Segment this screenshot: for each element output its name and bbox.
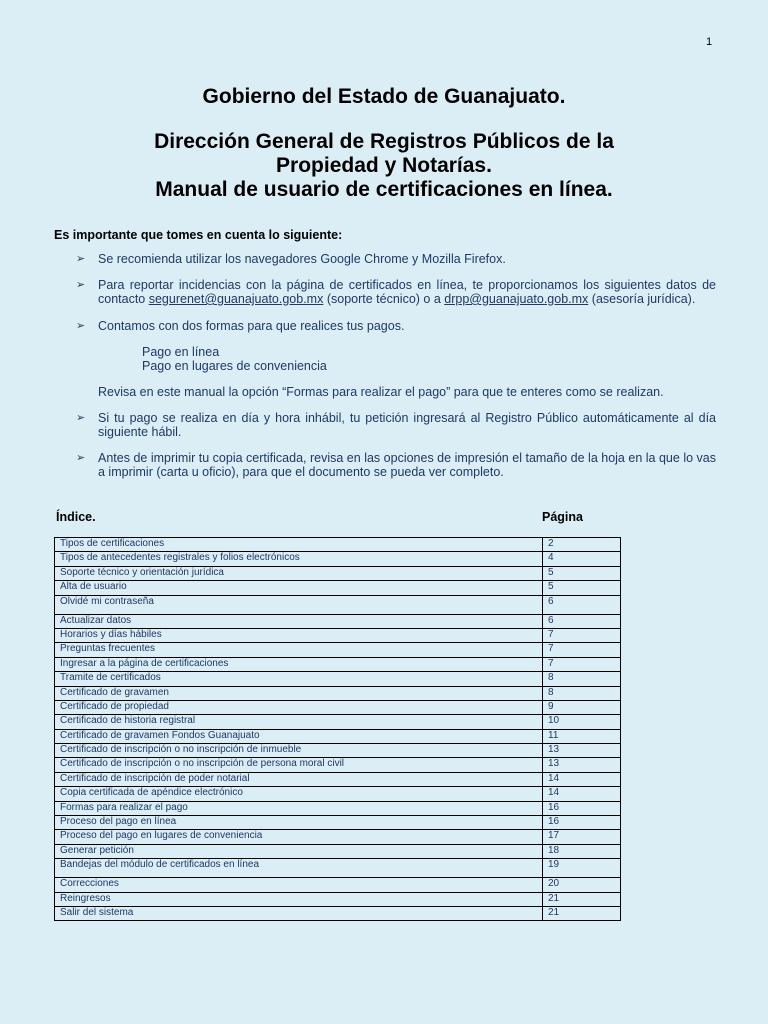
payment-option-online: Pago en línea — [142, 345, 220, 359]
index-row-title: Reingresos — [55, 892, 543, 906]
index-row-page: 11 — [543, 729, 621, 743]
index-row — [55, 700, 621, 714]
index-row-page: 21 — [543, 906, 621, 920]
government-title: Gobierno del Estado de Guanajuato. — [202, 85, 566, 108]
note-non-working-day — [76, 411, 716, 439]
index-row-page: 10 — [543, 715, 621, 729]
index-row-title: Certificado de historia registral — [55, 715, 543, 729]
arrow-bullet-icon: ➢ — [76, 253, 86, 265]
note-contact-text: Para reportar incidencias con la página de certificados en línea, te proporcionamos los siguientes datos de contacto — [98, 278, 716, 306]
index-row-title: Certificado de inscripción o no inscripción de inmueble — [55, 744, 543, 758]
index-row-title: Soporte técnico y orientación jurídica — [55, 566, 543, 580]
index-row — [55, 859, 621, 878]
index-row-page: 2 — [543, 538, 621, 552]
index-row-title: Tramite de certificados — [55, 672, 543, 686]
intro-text: Es importante que tomes en cuenta lo siguiente: — [54, 228, 343, 242]
note-non-working-day-text: Si tu pago se realiza en día y hora inhábil, tu petición ingresará al Registro Público automáticamente al día siguiente hábil. — [98, 411, 716, 439]
index-header — [56, 510, 596, 524]
index-row — [55, 744, 621, 758]
manual-title-line-2: Propiedad y Notarías. — [276, 154, 492, 177]
index-row-page: 19 — [543, 859, 621, 878]
index-row — [55, 892, 621, 906]
payment-option-convenience: Pago en lugares de conveniencia — [142, 359, 327, 373]
index-row — [55, 801, 621, 815]
index-row-title: Tipos de certificaciones — [55, 538, 543, 552]
index-row-title: Bandejas del módulo de certificados en línea — [55, 859, 543, 878]
index-row — [55, 657, 621, 671]
index-row — [55, 614, 621, 628]
index-row — [55, 595, 621, 614]
note-browsers-text: Se recomienda utilizar los navegadores Google Chrome y Mozilla Firefox. — [98, 252, 506, 266]
index-row — [55, 643, 621, 657]
index-row — [55, 816, 621, 830]
note-payments — [76, 319, 716, 333]
manual-title — [0, 130, 768, 202]
index-row-title: Ingresar a la página de certificaciones — [55, 657, 543, 671]
index-row-title: Preguntas frecuentes — [55, 643, 543, 657]
index-row-title: Actualizar datos — [55, 614, 543, 628]
document-titles — [0, 84, 768, 202]
index-row — [55, 787, 621, 801]
index-row-page: 7 — [543, 657, 621, 671]
index-row-page: 6 — [543, 614, 621, 628]
index-row-page: 5 — [543, 581, 621, 595]
index-row — [55, 830, 621, 844]
payment-note: Revisa en este manual la opción “Formas para realizar el pago” para que te enteres como se realizan. — [98, 385, 664, 399]
index-row-page: 9 — [543, 700, 621, 714]
index-row-page: 5 — [543, 566, 621, 580]
note-browsers — [76, 252, 716, 266]
index-row-title: Correcciones — [55, 878, 543, 892]
note-payments-text: Contamos con dos formas para que realices tus pagos. — [98, 319, 405, 333]
index-table — [54, 537, 621, 921]
note-printing-text: Antes de imprimir tu copia certificada, revisa en las opciones de impresión el tamaño de la hoja en la que lo vas a imprimir (carta u oficio), para que el documento se pueda ver completo. — [98, 451, 716, 479]
index-row-page: 16 — [543, 816, 621, 830]
note-contact — [76, 278, 716, 306]
index-row-page: 14 — [543, 772, 621, 786]
index-row-page: 13 — [543, 758, 621, 772]
index-row-title: Horarios y días hábiles — [55, 628, 543, 642]
arrow-bullet-icon: ➢ — [76, 279, 86, 291]
support-email-link[interactable]: segurenet@guanajuato.gob.mx — [148, 292, 324, 306]
index-row-title: Formas para realizar el pago — [55, 801, 543, 815]
index-row — [55, 772, 621, 786]
index-row-page: 8 — [543, 686, 621, 700]
note-contact-text-mid: (soporte técnico) o a — [323, 292, 445, 306]
index-row-title: Alta de usuario — [55, 581, 543, 595]
index-row-page: 16 — [543, 801, 621, 815]
index-row — [55, 672, 621, 686]
index-row-title: Generar petición — [55, 844, 543, 858]
index-row-title: Olvidé mi contraseña — [55, 595, 543, 614]
index-row-page: 7 — [543, 628, 621, 642]
legal-email-link[interactable]: drpp@guanajuato.gob.mx — [444, 292, 589, 306]
index-row — [55, 552, 621, 566]
index-row-page: 13 — [543, 744, 621, 758]
index-row — [55, 758, 621, 772]
index-row-title: Certificado de gravamen Fondos Guanajuato — [55, 729, 543, 743]
index-page-heading: Página — [542, 510, 583, 524]
index-row — [55, 715, 621, 729]
index-row — [55, 906, 621, 920]
index-row-title: Certificado de inscripción o no inscripción de persona moral civil — [55, 758, 543, 772]
index-row-title: Copia certificada de apéndice electrónico — [55, 787, 543, 801]
arrow-bullet-icon: ➢ — [76, 320, 86, 332]
index-row — [55, 581, 621, 595]
index-row-page: 17 — [543, 830, 621, 844]
index-row-title: Certificado de gravamen — [55, 686, 543, 700]
index-row-title: Proceso del pago en línea — [55, 816, 543, 830]
index-row-page: 14 — [543, 787, 621, 801]
index-row — [55, 844, 621, 858]
index-row-page: 21 — [543, 892, 621, 906]
payment-options — [142, 345, 716, 373]
index-row-page: 8 — [543, 672, 621, 686]
notes-list — [76, 252, 716, 479]
index-row-page: 4 — [543, 552, 621, 566]
arrow-bullet-icon: ➢ — [76, 452, 86, 464]
index-row-title: Salir del sistema — [55, 906, 543, 920]
index-row-title: Tipos de antecedentes registrales y folios electrónicos — [55, 552, 543, 566]
manual-title-line-3: Manual de usuario de certificaciones en línea. — [155, 178, 613, 201]
page-number: 1 — [706, 36, 713, 48]
arrow-bullet-icon: ➢ — [76, 412, 86, 424]
note-contact-text-end: (asesoría jurídica). — [588, 292, 696, 306]
index-row-page: 18 — [543, 844, 621, 858]
index-row — [55, 878, 621, 892]
manual-title-line-1: Dirección General de Registros Públicos de la — [154, 130, 614, 153]
index-row — [55, 566, 621, 580]
index-row — [55, 729, 621, 743]
note-printing — [76, 451, 716, 479]
index-row — [55, 686, 621, 700]
index-heading: Índice. — [56, 510, 96, 524]
index-row-title: Certificado de propiedad — [55, 700, 543, 714]
index-row-page: 6 — [543, 595, 621, 614]
index-row-page: 7 — [543, 643, 621, 657]
index-row — [55, 628, 621, 642]
index-row — [55, 538, 621, 552]
index-row-page: 20 — [543, 878, 621, 892]
index-row-title: Proceso del pago en lugares de conveniencia — [55, 830, 543, 844]
index-row-title: Certificado de inscripción de poder notarial — [55, 772, 543, 786]
